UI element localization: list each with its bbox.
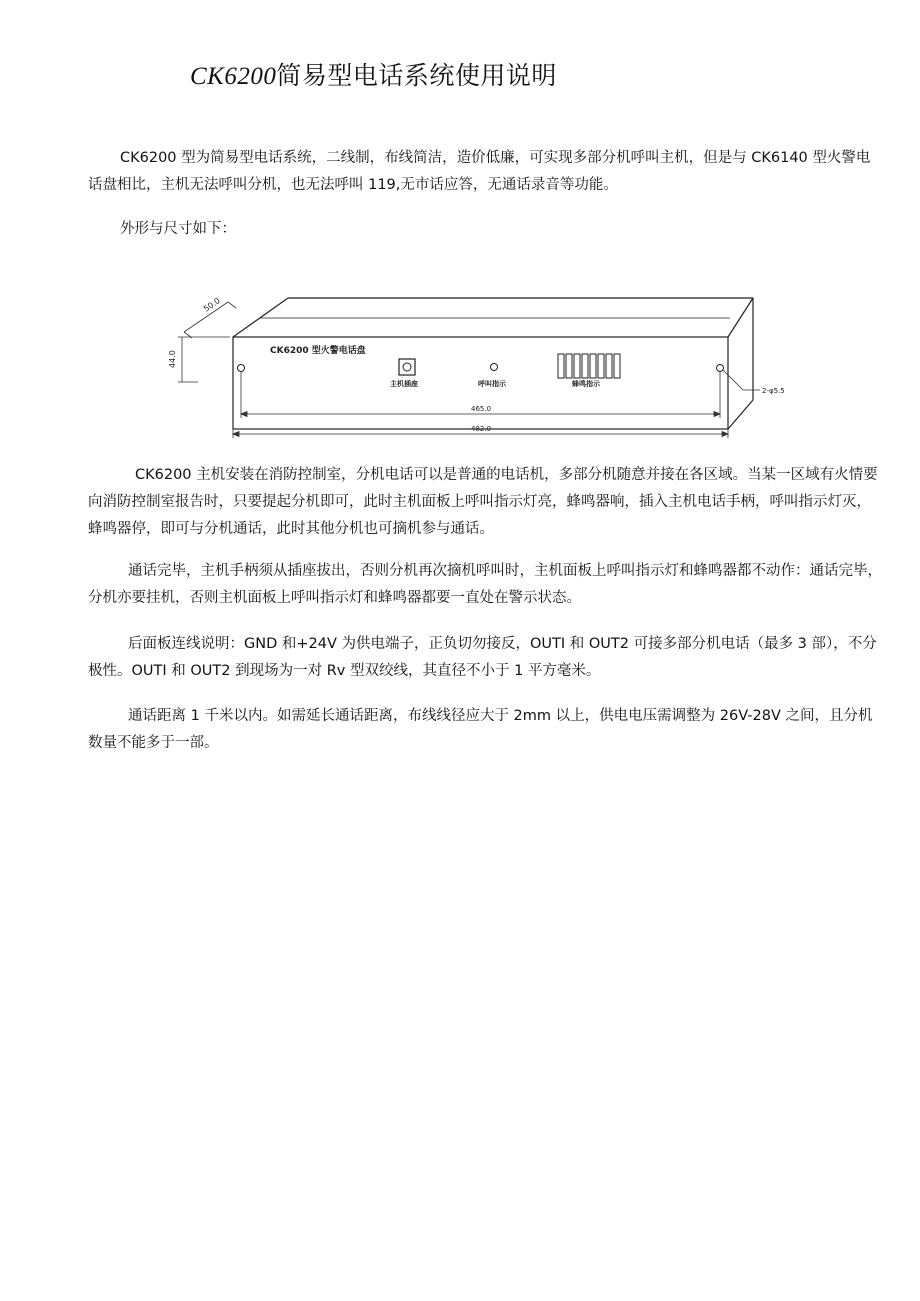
socket-label: 主机插座 <box>390 380 418 388</box>
paragraph-intro <box>88 145 884 199</box>
mounting-hole-right <box>717 365 724 372</box>
call-indicator-icon <box>491 364 498 371</box>
paragraph-text: 后面板连线说明：GND 和+24V 为供电端子，正负切勿接反，OUTI 和 OUT2 可接多部分机电话（最多 3 部），不分极性。OUTI 和 OUT2 到现场为一对 Rv 型双绞线，其直径不小于 1 平方毫米。 <box>88 636 877 679</box>
title-model: CK6200 <box>190 63 277 90</box>
depth-label: 50.0 <box>201 296 222 314</box>
panel-title: CK6200 型火警电话盘 <box>270 346 366 356</box>
paragraph-distance <box>88 703 884 757</box>
handset-socket-hole <box>403 363 411 371</box>
page-title <box>190 56 557 92</box>
call-indicator-label: 呼叫指示 <box>478 380 506 388</box>
paragraph-text: CK6200 主机安装在消防控制室，分机电话可以是普通的电话机，多部分机随意并接在各区域。当某一区域有火情要向消防控制室报告时，只要提起分机即可，此时主机面板上呼叫指示灯亮，蜂鸣器响，插入主机电话手柄，呼叫指示灯灭，蜂鸣器停，即可与分机通话，此时其他分机也可摘机参与通话。 <box>88 467 878 537</box>
inner-width-label: 465.0 <box>471 405 492 413</box>
outer-width-label: 482.0 <box>471 425 492 433</box>
device-drawing <box>168 290 788 440</box>
paragraph-text: 通话完毕，主机手柄须从插座拔出，否则分机再次摘机呼叫时，主机面板上呼叫指示灯和蜂鸣器都不动作：通话完毕，分机亦要挂机，否则主机面板上呼叫指示灯和蜂鸣器都要一直处在警示状态。 <box>88 563 882 606</box>
paragraph-text: 外形与尺寸如下： <box>120 221 236 237</box>
mounting-hole-left <box>238 365 245 372</box>
height-dimension <box>178 337 230 382</box>
paragraph-dimensions-heading <box>88 216 884 243</box>
height-label: 44.0 <box>168 350 177 368</box>
title-text: 简易型电话系统使用说明 <box>276 61 557 90</box>
paragraph-installation <box>88 462 884 543</box>
paragraph-wiring <box>88 631 884 685</box>
paragraph-call-end <box>88 558 884 612</box>
hole-label: 2-φ5.5 <box>762 387 785 395</box>
paragraph-text: CK6200 型为简易型电话系统，二线制，布线简洁，造价低廉，可实现多部分机呼叫主机，但是与 CK6140 型火警电话盘相比，主机无法呼叫分机，也无法呼叫 119,无市话应答，无通话录音等功能。 <box>88 150 871 193</box>
buzzer-label: 蜂鸣指示 <box>572 380 600 388</box>
paragraph-text: 通话距离 1 千米以内。如需延长通话距离，布线线径应大于 2mm 以上，供电电压需调整为 26V-28V 之间，且分机数量不能多于一部。 <box>88 708 873 751</box>
